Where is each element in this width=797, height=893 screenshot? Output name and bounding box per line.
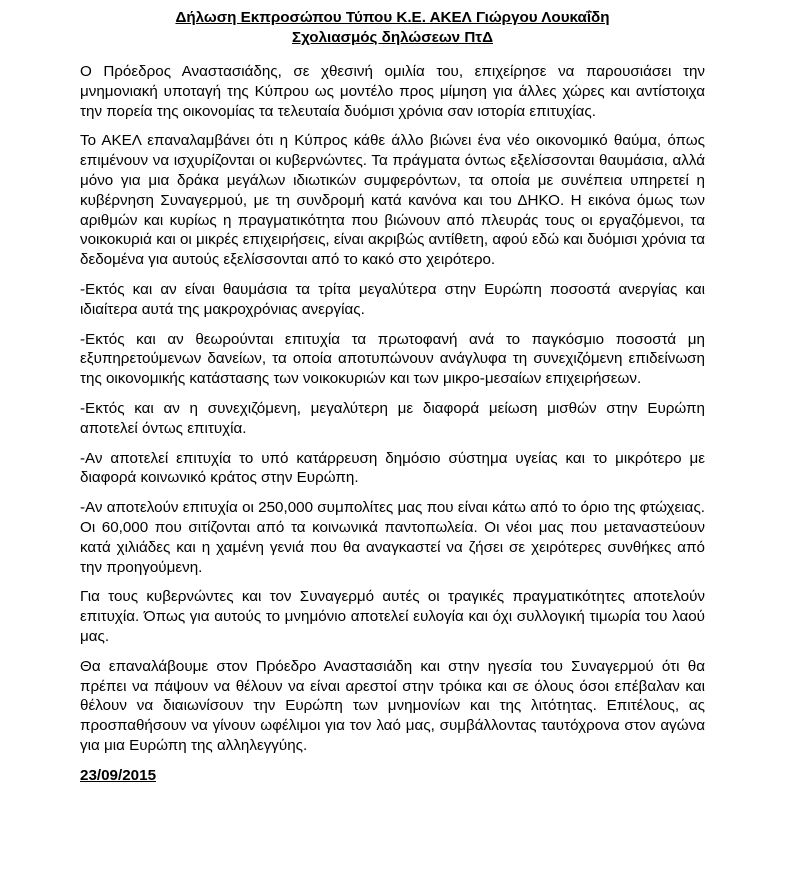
paragraph-intro: Ο Πρόεδρος Αναστασιάδης, σε χθεσινή ομιλία του, επιχείρησε να παρουσιάσει την μνημονιακή υποταγή της Κύπρου ως μοντέλο προς μίμηση για άλλες χώρες και αντίστοιχα την πορεία της οικονομίας τα τελευταία δυόμισι χρόνια σαν ιστορία επιτυχίας.: [80, 63, 705, 120]
paragraph-unemployment: -Εκτός και αν είναι θαυμάσια τα τρίτα μεγαλύτερα στην Ευρώπη ποσοστά ανεργίας και ιδιαίτερα αυτά της μακροχρόνιας ανεργίας.: [80, 280, 705, 318]
paragraph-wage-cuts: -Εκτός και αν η συνεχιζόμενη, μεγαλύτερη με διαφορά μείωση μισθών στην Ευρώπη αποτελεί όντως επιτυχία.: [80, 399, 705, 437]
paragraph-health-system: -Αν αποτελεί επιτυχία το υπό κατάρρευση δημόσιο σύστημα υγείας και το μικρότερο με διαφορά κοινωνικό κράτος στην Ευρώπη.: [80, 449, 705, 487]
document-subtitle: Σχολιασμός δηλώσεων ΠτΔ: [292, 29, 493, 46]
paragraph-nonperforming-loans: -Εκτός και αν θεωρούνται επιτυχία τα πρωτοφανή ανά το παγκόσμιο ποσοστά μη εξυπηρετούμενων δανείων, τα οποία αποτυπώνουν ανάγλυφα τη συνεχιζόμενη επιδείνωση της οικονομικής κατάστασης των νοικοκυριών και των μικρο-μεσαίων επιχειρήσεων.: [80, 330, 705, 388]
press-release-document: [80, 8, 705, 786]
paragraph-akel-position: Το ΑΚΕΛ επαναλαμβάνει ότι η Κύπρος κάθε άλλο βιώνει ένα νέο οικονομικό θαύμα, όπως επιμένουν να ισχυρίζονται οι κυβερνώντες. Τα πράγματα όντως εξελίσσονται θαυμάσια, αλλά μόνο για μια δράκα μεγάλων ιδιωτικών συμφερόντων, τα οποία με συνέπεια υπηρετεί η κυβέρνηση Συναγερμού, με τη συνδρομή κατά κανόνα και του ΔΗΚΟ. Η εικόνα όμως των αριθμών και κυρίως η πραγματικότητα που βιώνουν από πλευράς τους οι εργαζόμενοι, τα νοικοκυριά και οι μικρές επιχειρήσεις, είναι ακριβώς αντίθετη, αφού εδώ και δυόμισι χρόνια τα δεδομένα για αυτούς εξελίσσονται από το κακό στο χειρότερο.: [80, 132, 705, 269]
document-date: 23/09/2015: [80, 766, 157, 784]
paragraph-government-view: Για τους κυβερνώντες και τον Συναγερμό αυτές οι τραγικές πραγματικότητες αποτελούν επιτυχία. Όπως για αυτούς το μνημόνιο αποτελεί ευλογία και όχι συλλογική τιμωρία του λαού μας.: [80, 588, 705, 645]
document-title: Δήλωση Εκπροσώπου Τύπου Κ.Ε. ΑΚΕΛ Γιώργου Λουκαΐδη: [175, 9, 610, 26]
paragraph-poverty: -Αν αποτελούν επιτυχία οι 250,000 συμπολίτες μας που είναι κάτω από το όριο της φτώχειας. Οι 60,000 που σιτίζονται από τα κοινωνικά παντοπωλεία. Οι νέοι μας που μεταναστεύουν κατά χιλιάδες και η χαμένη γενιά που θα αναγκαστεί να ζήσει σε χειρότερες συνθήκες από την προηγούμενη.: [80, 499, 705, 576]
paragraph-closing: Θα επαναλάβουμε στον Πρόεδρο Αναστασιάδη και στην ηγεσία του Συναγερμού ότι θα πρέπει να πάψουν να θέλουν να είναι αρεστοί στην τρόικα και σε όλους όσοι επέβαλαν και θέλουν να διαιωνίσουν την Ευρώπη των μνημονίων και της λιτότητας. Επιτέλους, ας προσπαθήσουν να γίνουν ωφέλιμοι για τον λαό μας, συμβάλλοντας ταυτόχρονα στον αγώνα για μια Ευρώπη της αλληλεγγύης.: [80, 657, 705, 754]
